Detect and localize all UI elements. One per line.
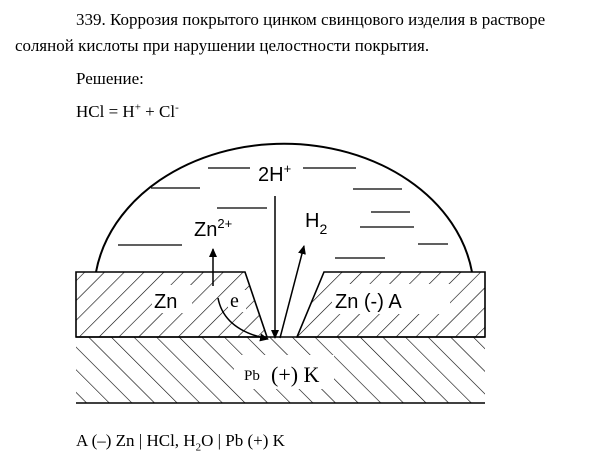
solution-label: Решение: (76, 69, 144, 88)
scheme-anode: A (–) Zn | HCl, H (76, 431, 196, 450)
lead-cathode-label: (+) K (271, 362, 320, 387)
zinc-ion-label: $Zn^{2+}$ (194, 216, 233, 241)
zinc-left-label: Zn (154, 291, 178, 313)
problem-line-1: 339. Коррозия покрытого цинком свинцового изделия в растворе (76, 10, 546, 29)
hydrogen-arrow (280, 246, 304, 338)
problem-line-2: соляной кислоты при нарушении целостности покрытия. (15, 36, 430, 55)
proton-label: 2H+ (258, 161, 292, 186)
electron-label: e (230, 290, 239, 312)
scheme-water-sub: 2 (195, 441, 202, 454)
scheme-rest: O | Pb (+) K (201, 431, 285, 450)
eq-lhs: HCl = H (76, 102, 135, 121)
hydrogen-label: $H_2$ (305, 210, 328, 237)
galvanic-scheme (76, 430, 285, 452)
lead-label: Pb (244, 368, 260, 384)
eq-mid: + Cl (140, 102, 176, 121)
eq-h-charge: + (134, 101, 141, 114)
eq-cl-charge: - (175, 101, 179, 114)
zinc-anode-label: Zn (-) A (335, 291, 402, 313)
